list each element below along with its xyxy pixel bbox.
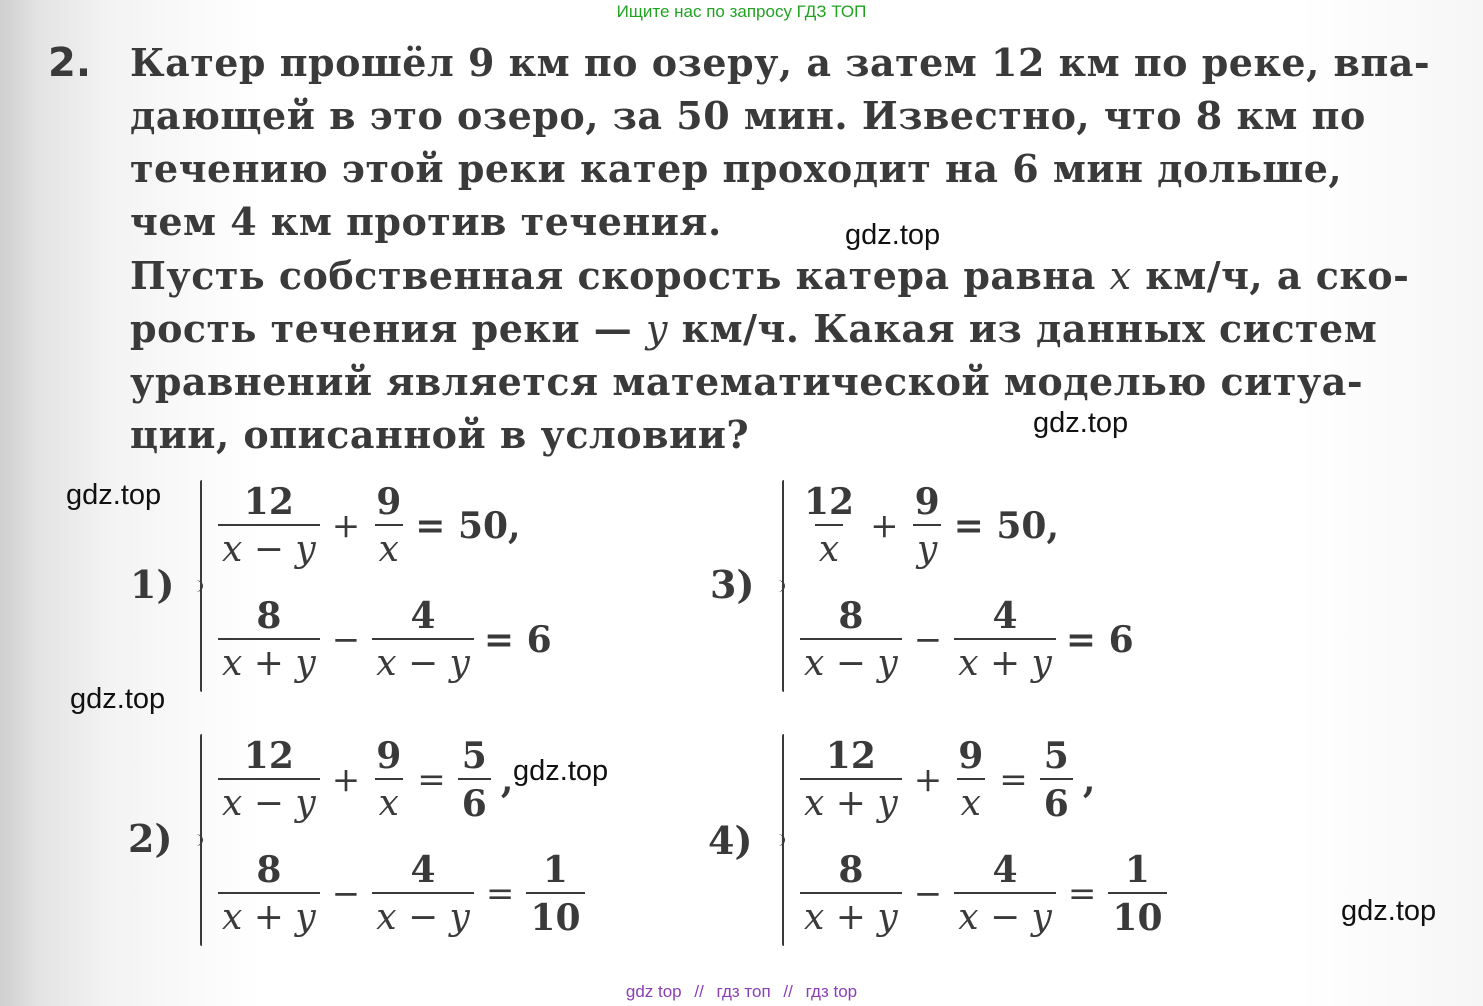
- task-line-3: течению этой реки катер проходит на 6 мин дольше,: [130, 146, 1343, 191]
- fraction: $\frac{1}{10}$: [526, 852, 584, 936]
- option-label: 1): [130, 562, 175, 607]
- fraction: $\frac{9}{x}$: [376, 735, 402, 824]
- bottom-link[interactable]: gdz top: [625, 982, 682, 1001]
- fraction: $\frac{12}{x}$: [804, 481, 855, 570]
- operator: +: [331, 760, 361, 800]
- fraction: $\frac{9}{x}$: [958, 735, 984, 824]
- fraction: $\frac{1}{10}$: [1108, 852, 1166, 936]
- task-line-2: дающей в это озеро, за 50 мин. Известно, что 8 км по: [130, 93, 1366, 138]
- equation-1: [794, 735, 1096, 825]
- variable-y: y: [645, 307, 668, 351]
- operator: −: [913, 874, 943, 914]
- bottom-link[interactable]: гдз топ: [716, 982, 771, 1001]
- operator: +: [331, 506, 361, 546]
- equation-2: [212, 849, 591, 939]
- task-line-4: чем 4 км против течения.: [130, 199, 722, 244]
- watermark: gdz.top: [1033, 407, 1129, 439]
- fraction: $\frac{12}{x - y}$: [218, 738, 320, 822]
- equation-2: [794, 595, 1134, 684]
- question-line-1: [130, 253, 1410, 298]
- operator: +: [870, 506, 899, 546]
- equation-1: [212, 481, 521, 570]
- bottom-link[interactable]: гдз top: [805, 982, 858, 1001]
- operator: −: [331, 620, 361, 660]
- option-label: 4): [708, 818, 753, 863]
- variable-x: x: [1109, 254, 1132, 298]
- task-number: 2.: [48, 40, 92, 86]
- equals-sign: =: [417, 760, 446, 800]
- right-hand-side: = 6: [1065, 619, 1134, 661]
- fraction: $\frac{8}{x + y}$: [218, 598, 320, 682]
- option-label: 3): [710, 562, 755, 607]
- question-text: км/ч, а ско-: [1131, 253, 1410, 298]
- system-brace: [200, 734, 202, 946]
- equation-1: [794, 481, 1059, 570]
- equals-sign: =: [1067, 874, 1097, 914]
- equals-sign: =: [485, 874, 515, 914]
- comma: ,: [500, 759, 514, 801]
- bottom-banner[interactable]: [0, 982, 1483, 1002]
- fraction: $\frac{8}{x + y}$: [218, 852, 320, 936]
- separator: //: [694, 982, 704, 1001]
- question-text: Пусть собственная скорость катера равна: [130, 253, 1110, 298]
- system-brace: [782, 480, 784, 692]
- operator: +: [913, 760, 943, 800]
- fraction: $\frac{12}{x - y}$: [218, 484, 320, 568]
- watermark: gdz.top: [1341, 895, 1437, 927]
- question-text: рость течения реки —: [130, 306, 646, 351]
- fraction: $\frac{9}{x}$: [376, 481, 402, 570]
- watermark: gdz.top: [513, 755, 609, 787]
- fraction: $\frac{4}{x - y}$: [372, 852, 474, 936]
- right-hand-side: = 50,: [415, 505, 521, 547]
- fraction: $\frac{4}{x - y}$: [954, 852, 1056, 936]
- system-brace: [782, 734, 784, 946]
- right-hand-side: = 50,: [953, 505, 1059, 547]
- equation-1: [212, 735, 514, 825]
- task-line-1: Катер прошёл 9 км по озеру, а затем 12 км по реке, впа-: [130, 40, 1431, 85]
- fraction: $\frac{5}{6}$: [1040, 738, 1073, 822]
- comma: ,: [1082, 759, 1096, 801]
- fraction: $\frac{5}{6}$: [458, 738, 491, 822]
- top-banner[interactable]: Ищите нас по запросу ГДЗ ТОП: [616, 2, 867, 21]
- operator: −: [331, 874, 361, 914]
- question-line-2: [130, 306, 1378, 351]
- watermark: gdz.top: [66, 479, 162, 511]
- fraction: $\frac{9}{y}$: [914, 481, 940, 570]
- equals-sign: =: [999, 760, 1028, 800]
- equation-2: [212, 595, 552, 684]
- right-hand-side: = 6: [483, 619, 552, 661]
- fraction: $\frac{8}{x - y}$: [800, 598, 902, 682]
- separator: //: [783, 982, 793, 1001]
- watermark: gdz.top: [70, 683, 166, 715]
- equation-2: [794, 849, 1173, 939]
- system-brace: [200, 480, 202, 692]
- operator: −: [913, 620, 943, 660]
- question-line-4: ции, описанной в условии?: [130, 412, 750, 457]
- option-label: 2): [128, 816, 173, 861]
- fraction: $\frac{4}{x + y}$: [954, 598, 1056, 682]
- fraction: $\frac{12}{x + y}$: [800, 738, 902, 822]
- fraction: $\frac{8}{x + y}$: [800, 852, 902, 936]
- question-text: км/ч. Какая из данных систем: [667, 306, 1378, 351]
- fraction: $\frac{4}{x - y}$: [372, 598, 474, 682]
- watermark: gdz.top: [845, 219, 941, 251]
- question-line-3: уравнений является математической моделью ситуа-: [130, 359, 1364, 404]
